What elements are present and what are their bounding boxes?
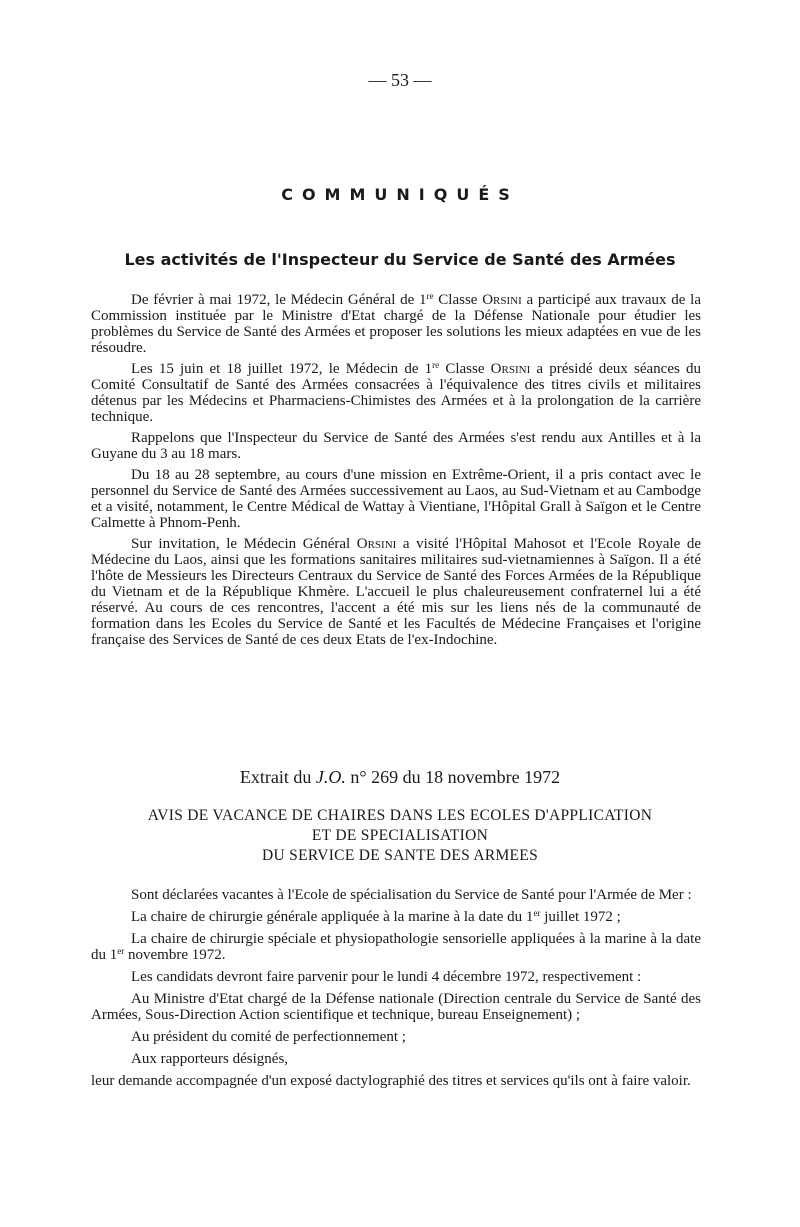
paragraph: Sur invitation, le Médecin Général Orsini a visité l'Hôpital Mahosot et l'Ecole Royale de Médecine du Laos, ainsi que les formations sanitaires militaires sud-vietnamiennes à Saïgon. Il a été l'hôte de Messieurs les Directeurs Centraux du Service de Santé des Forces Armées de la République du Vietnam et de la République Khmère. L'accueil le plus chaleureusement confraternel lui a été réservé. Au cours de ces rencontres, l'accent a été mis sur les liens nés de la communauté de formation dans les Ecoles du Service de Santé et les Facultés de Médecine Françaises et l'origine française des Services de Santé de ces deux Etats de l'ex-Indochine.: [91, 536, 701, 648]
notice-title-line: DU SERVICE DE SANTE DES ARMEES: [261, 847, 538, 864]
notice-body: [91, 887, 701, 1095]
notice-title-line: ET DE SPECIALISATION: [311, 827, 489, 844]
paragraph: Au Ministre d'Etat chargé de la Défense nationale (Direction centrale du Service de Santé des Armées, Sous-Direction Action scientifique et technique, bureau Enseignement) ;: [91, 991, 701, 1023]
paragraph: La chaire de chirurgie spéciale et physiopathologie sensorielle appliquées à la marine à la date du 1er novembre 1972.: [91, 931, 701, 963]
notice-title: [0, 806, 800, 866]
paragraph: leur demande accompagnée d'un exposé dactylographié des titres et services qu'ils ont à faire valoir.: [91, 1073, 691, 1089]
person-name: Orsini: [356, 536, 397, 552]
paragraph: Aux rapporteurs désignés,: [131, 1051, 289, 1067]
section-heading: COMMUNIQUÉS: [281, 185, 519, 204]
person-name: Orsini: [490, 361, 531, 377]
paragraph: Les 15 juin et 18 juillet 1972, le Médecin de 1re Classe Orsini a présidé deux séances du Comité Consultatif de Santé des Armées consacrées à l'équivalence des titres civils et militaires détenus par les Médecins et Pharmaciens-Chimistes des Armées et à la prolongation de la carrière technique.: [91, 360, 701, 425]
article-body: [91, 292, 701, 653]
paragraph: Au président du comité de perfectionnement ;: [131, 1029, 406, 1045]
paragraph: Rappelons que l'Inspecteur du Service de Santé des Armées s'est rendu aux Antilles et à la Guyane du 3 au 18 mars.: [91, 430, 701, 462]
extract-heading: Extrait du J.O. n° 269 du 18 novembre 1972: [239, 767, 561, 787]
notice-title-line: AVIS DE VACANCE DE CHAIRES DANS LES ECOLES D'APPLICATION: [147, 807, 653, 824]
paragraph: Sont déclarées vacantes à l'Ecole de spécialisation du Service de Santé pour l'Armée de Mer :: [131, 887, 692, 903]
article-title: Les activités de l'Inspecteur du Service de Santé des Armées: [124, 250, 676, 269]
paragraph: De février à mai 1972, le Médecin Général de 1re Classe Orsini a participé aux travaux de la Commission instituée par le Ministre d'Etat chargé de la Défense Nationale pour étudier les problèmes du Service de Santé des Armées et proposer les solutions les mieux adaptées en vue de les résoudre.: [91, 291, 702, 356]
page-number: — 53 —: [368, 70, 432, 90]
paragraph: Du 18 au 28 septembre, au cours d'une mission en Extrême-Orient, il a pris contact avec le personnel du Service de Santé des Armées successivement au Laos, au Sud-Vietnam et au Cambodge et a visité, notamment, le Centre Médical de Wattay à Vientiane, l'Hôpital Grall à Saïgon et le Centre Calmette à Phnom-Penh.: [91, 467, 701, 531]
person-name: Orsini: [482, 292, 522, 308]
paragraph: La chaire de chirurgie générale appliquée à la marine à la date du 1er juillet 1972 ;: [131, 908, 621, 925]
paragraph: Les candidats devront faire parvenir pour le lundi 4 décembre 1972, respectivement :: [131, 969, 642, 985]
